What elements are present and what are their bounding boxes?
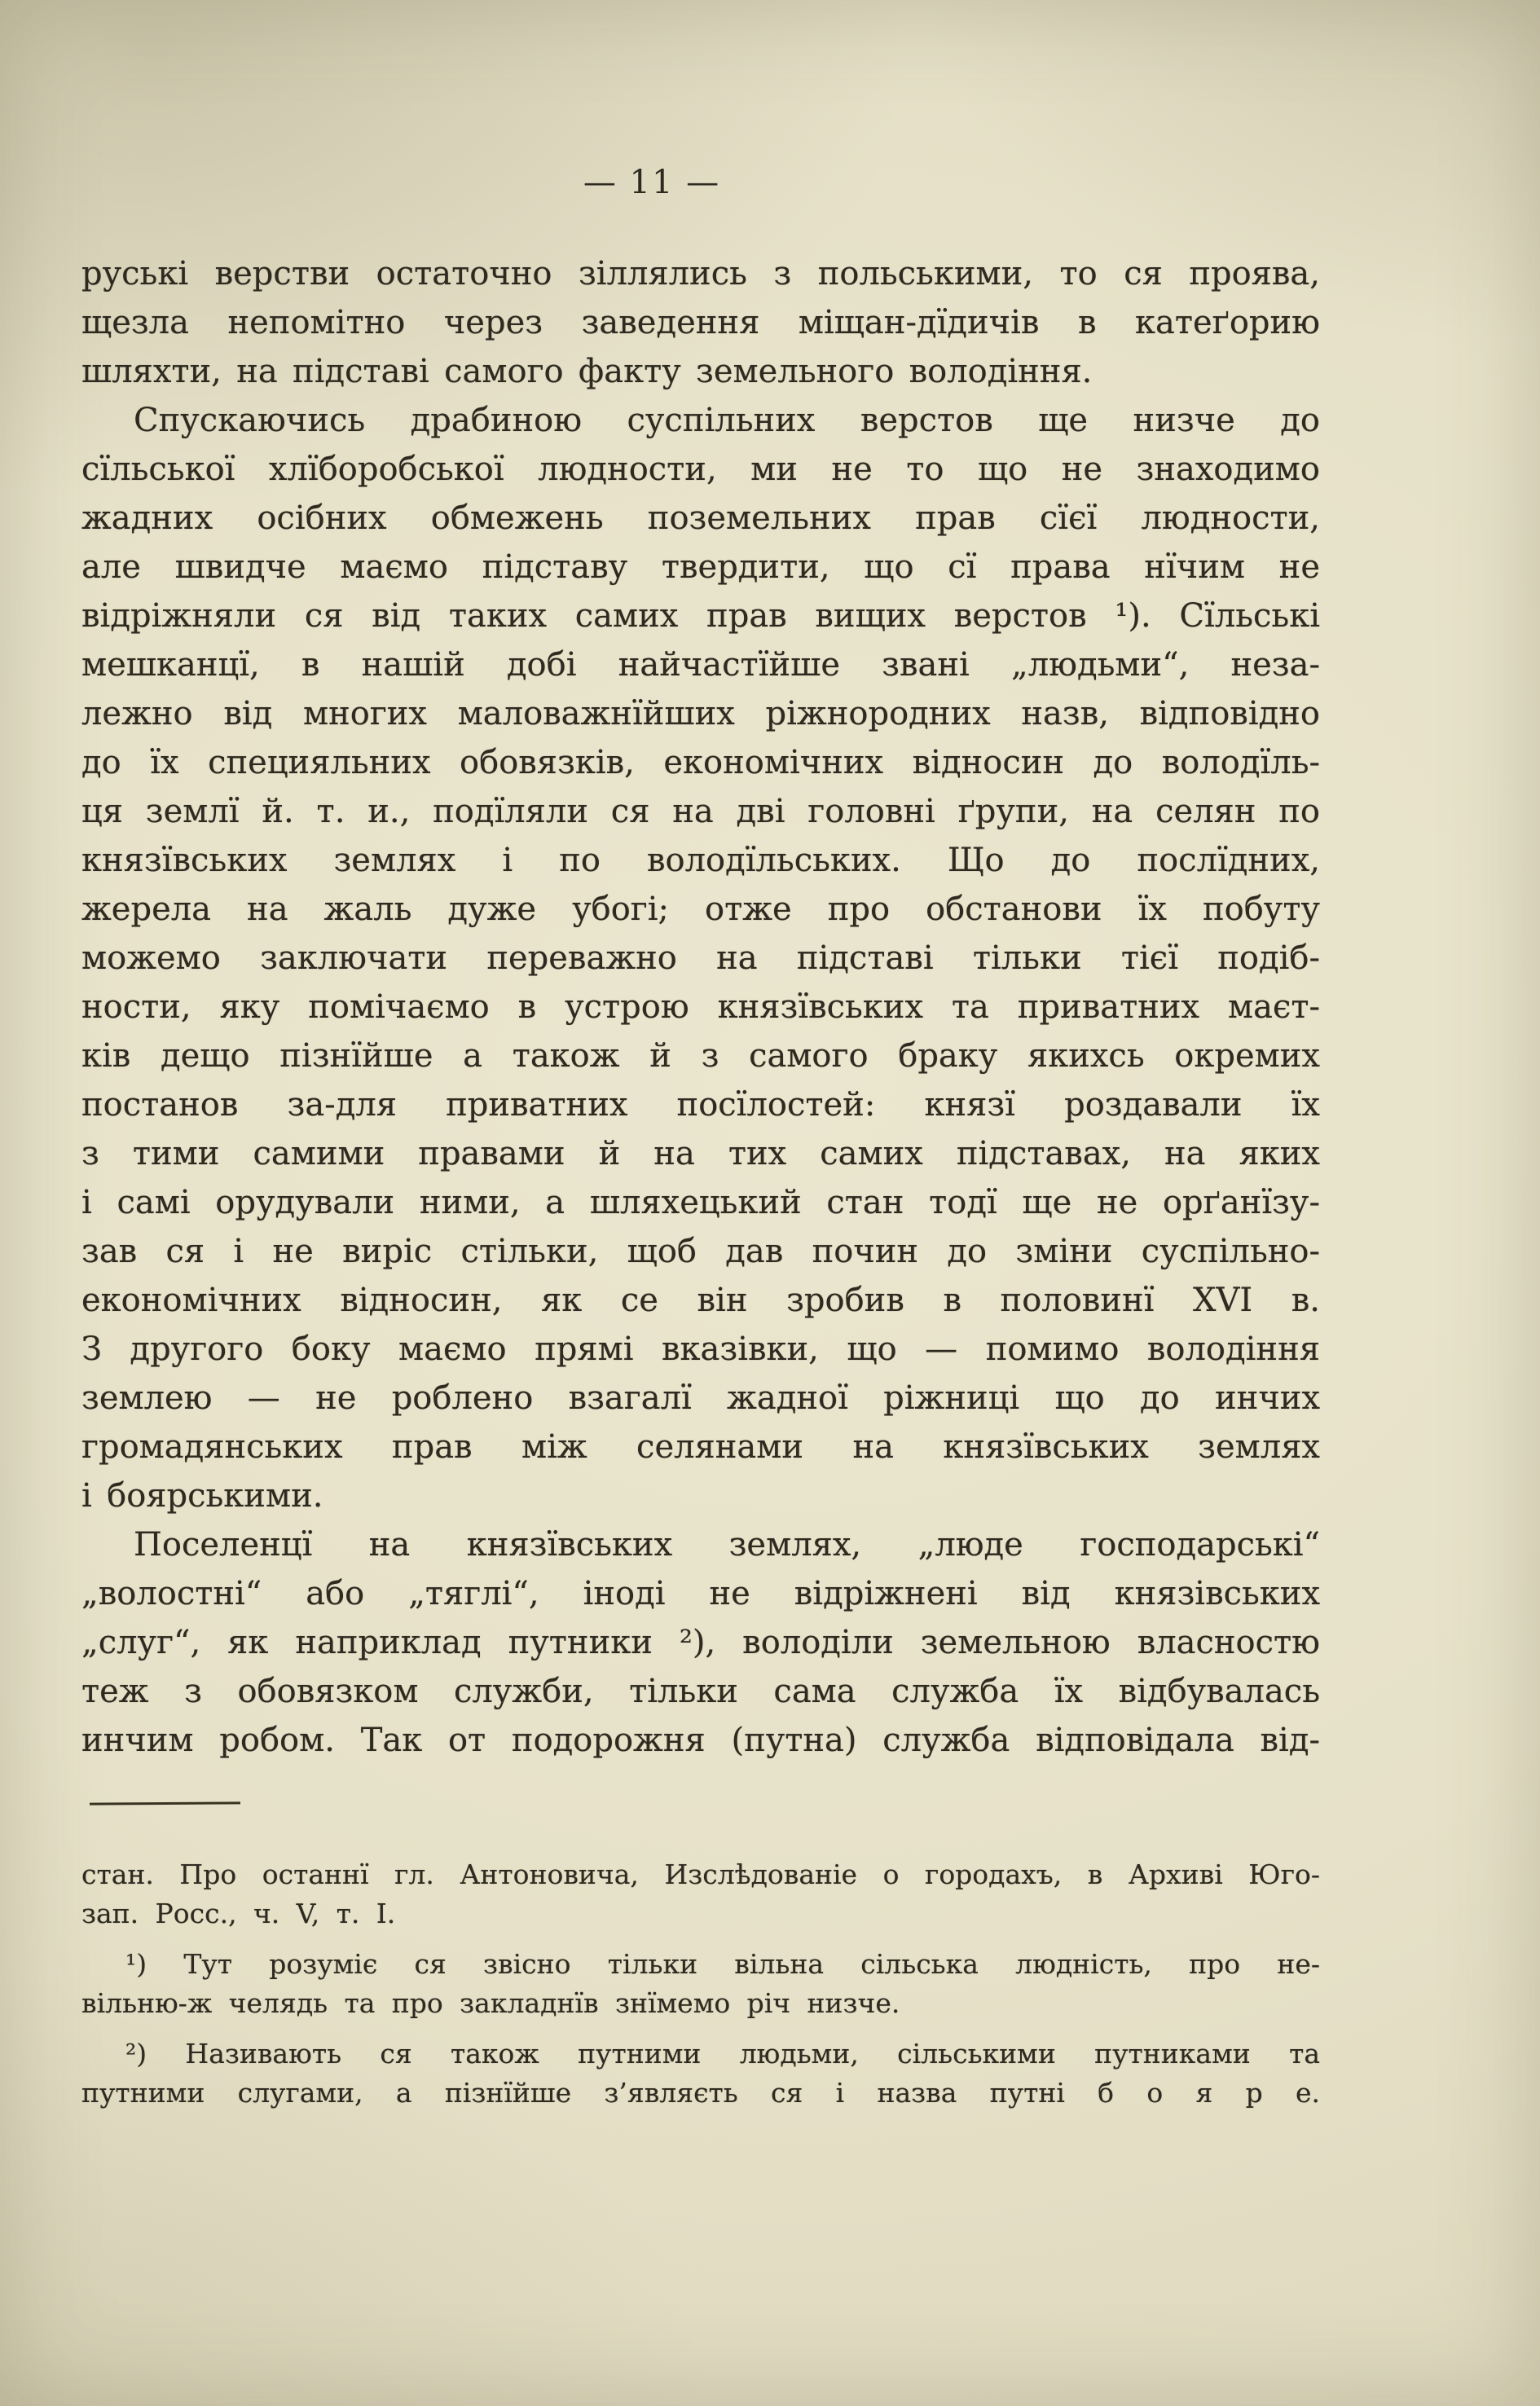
text-line: руські верстви остаточно зіллялись з польськими, то ся проява, xyxy=(81,255,1320,293)
text-line: шляхти, на підставі самого факту земельного володіння. xyxy=(81,353,1093,390)
paragraph xyxy=(81,396,1320,1520)
footnote-separator xyxy=(90,1801,240,1805)
text-line: сїльської хлїборобської людности, ми не то що не знаходимо xyxy=(81,451,1320,488)
text-line: і самі орудували ними, а шляхецький стан тодї ще не орґанїзу- xyxy=(81,1184,1320,1221)
text-line: постанов за-для приватних посїлостей: князї роздавали їх xyxy=(81,1086,1320,1124)
text-line: вільню-ж челядь та про закладнїв знїмемо річ низче. xyxy=(81,1987,900,2019)
text-line: але швидче маємо підставу твердити, що сї права нїчим не xyxy=(81,548,1320,586)
text-line: з тими самими правами й на тих самих підставах, на яких xyxy=(81,1135,1320,1172)
text-line: стан. Про останнї гл. Антоновича, Изслѣдованіе о городахъ, в Архиві Юго- xyxy=(81,1858,1320,1890)
text-line: жадних осібних обмежень поземельних прав сїєї людности, xyxy=(81,499,1320,537)
text-line: ків дещо пізнїйше а також й з самого браку якихсь окремих xyxy=(81,1037,1320,1075)
text-line: щезла непомітно через заведення міщан-дїдичів в катеґорию xyxy=(81,304,1320,341)
text-line: зап. Росс., ч. V, т. I. xyxy=(81,1898,396,1929)
text-line: жерела на жаль дуже убогі; отже про обстанови їх побуту xyxy=(81,891,1320,928)
text-line: „волостні“ або „тяглі“, іноді не відріжнені від князівських xyxy=(81,1575,1320,1612)
text-line: князївських землях і по володїльських. Що до послїдних, xyxy=(81,842,1320,879)
paragraph xyxy=(81,2034,1320,2113)
text-line: відріжняли ся від таких самих прав вищих верстов ¹). Сїльські xyxy=(81,597,1320,635)
text-line: ця землї й. т. и., подїляли ся на дві головні ґрупи, на селян по xyxy=(81,793,1320,830)
text-line: Поселенцї на князївських землях, „люде господарські“ xyxy=(134,1526,1320,1564)
main-text-block xyxy=(81,249,1320,1765)
text-line: теж з обовязком служби, тільки сама служба їх відбувалась xyxy=(81,1673,1320,1710)
text-line: економічних відносин, як се він зробив в половинї XVI в. xyxy=(81,1282,1320,1319)
text-line: і боярськими. xyxy=(81,1477,323,1515)
text-line: путними слугами, а пізнїйше з’являєть ся і назва путні б о я р е. xyxy=(81,2077,1320,2109)
text-line: громадянських прав між селянами на князївських землях xyxy=(81,1428,1320,1466)
text-line: инчим робом. Так от подорожня (путна) служба відповідала від- xyxy=(81,1722,1320,1759)
paragraph xyxy=(81,1945,1320,2023)
text-line: ности, яку помічаємо в устрою князївських та приватних маєт- xyxy=(81,988,1320,1026)
paragraph xyxy=(81,249,1320,396)
text-line: З другого боку маємо прямі вказівки, що — помимо володіння xyxy=(81,1331,1320,1368)
text-line: мешканцї, в нашій добі найчастїйше звані „людьми“, неза- xyxy=(81,646,1320,684)
paragraph xyxy=(81,1520,1320,1765)
text-line: зав ся і не виріс стільки, щоб дав почин до зміни суспільно- xyxy=(81,1233,1320,1270)
text-line: можемо заключати переважно на підставі тільки тієї подіб- xyxy=(81,939,1320,977)
text-line: до їх специяльних обовязків, економічних відносин до володїль- xyxy=(81,744,1320,781)
page-number: — 11 — xyxy=(583,164,721,201)
footnotes-block xyxy=(81,1855,1320,2113)
text-line: землею — не роблено взагалї жадної ріжниці що до инчих xyxy=(81,1379,1320,1417)
text-line: ²) Називають ся також путними людьми, сільськими путниками та xyxy=(125,2038,1320,2070)
text-line: „слуг“, як наприклад путники ²), володіли земельною власностю xyxy=(81,1624,1320,1661)
text-line: Спускаючись драбиною суспільних верстов ще низче до xyxy=(134,402,1320,439)
text-line: лежно від многих маловажнїйших ріжнородних назв, відповідно xyxy=(81,695,1320,732)
paragraph xyxy=(81,1855,1320,1933)
text-line: ¹) Тут розуміє ся звісно тільки вільна сільська людність, про не- xyxy=(125,1948,1320,1980)
